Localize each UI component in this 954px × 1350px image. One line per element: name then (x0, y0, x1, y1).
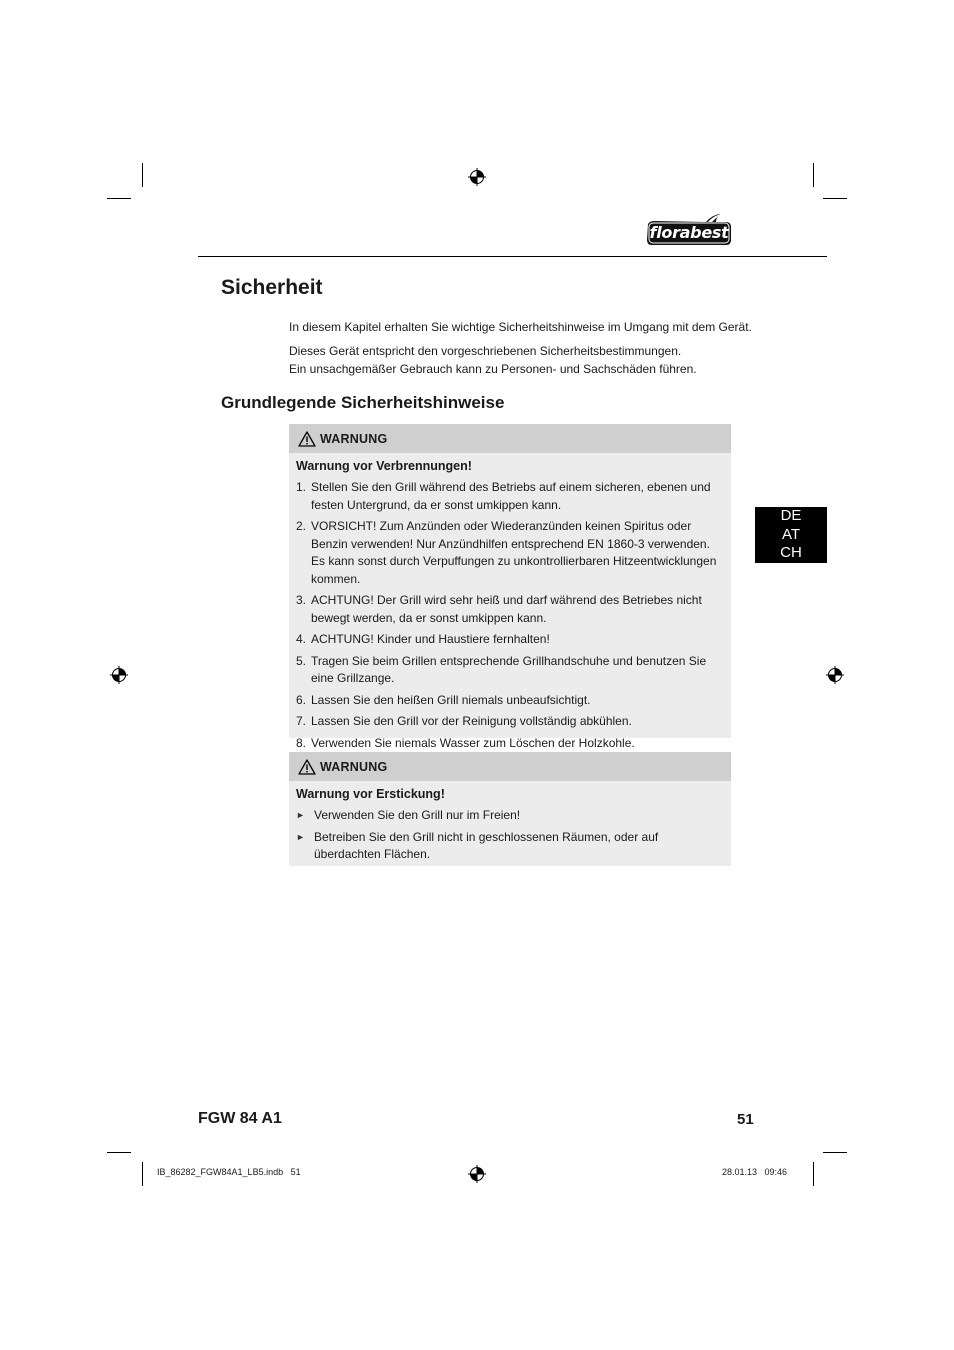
registration-mark-icon (826, 666, 844, 684)
warning-box-burns (289, 424, 731, 750)
list-item: 7. Lassen Sie den Grill vor der Reinigung vollständig abkühlen. (296, 714, 632, 728)
registration-mark-icon (468, 168, 486, 186)
footer-model: FGW 84 A1 (198, 1110, 282, 1127)
list-item: 8. Verwenden Sie niemals Wasser zum Löschen der Holzkohle. (296, 735, 635, 750)
print-slug-date: 28.01.13 09:46 (722, 1167, 788, 1177)
language-code: CH (780, 544, 802, 561)
warning-header (289, 424, 731, 453)
language-code: DE (780, 507, 802, 524)
crop-mark (823, 198, 847, 199)
crop-mark (813, 1162, 814, 1186)
language-tab (755, 507, 827, 563)
warning-box-suffocation (289, 752, 731, 866)
list-item: ► Betreiben Sie den Grill nicht in geschlossenen Räumen, oder auf überdachten Flächen. (296, 829, 659, 861)
crop-mark (813, 163, 814, 187)
warning-subtitle: Warnung vor Erstickung! (296, 787, 445, 801)
registration-mark-icon (468, 1165, 486, 1183)
warning-header (289, 752, 731, 781)
list-item: 2. VORSICHT! Zum Anzünden oder Wiederanzünden keinen Spiritus oder Benzin verwenden! Nur Anzündhilfen entsprechend EN 1860-3 verwenden. Es kann sonst durch Verpuffungen zu unkontrollierbaren Hitzeentwicklungen kommen. (296, 519, 717, 586)
list-item: 4. ACHTUNG! Kinder und Haustiere fernhalten! (296, 632, 550, 646)
crop-mark (142, 163, 143, 187)
list-item: 5. Tragen Sie beim Grillen entsprechende Grillhandschuhe und benutzen Sie eine Grillzange. (296, 653, 707, 685)
intro-paragraph-line: Dieses Gerät entspricht den vorgeschriebenen Sicherheitsbestimmungen. (289, 344, 682, 358)
warning-bullet-list (296, 807, 722, 864)
arrow-right-icon: ► (296, 831, 305, 842)
crop-mark (107, 1152, 131, 1153)
intro-paragraph: In diesem Kapitel erhalten Sie wichtige Sicherheitshinweise im Umgang mit dem Gerät. (289, 320, 752, 334)
crop-mark (142, 1162, 143, 1186)
brand-logo (646, 214, 732, 246)
crop-mark (107, 198, 131, 199)
language-code: AT (781, 525, 801, 543)
warning-list (296, 479, 722, 752)
warning-label: WARNUNG (320, 432, 388, 446)
print-slug-file: IB_86282_FGW84A1_LB5.indb 51 (157, 1167, 301, 1177)
list-item: 3. ACHTUNG! Der Grill wird sehr heiß und darf während des Betriebes nicht bewegt werden, da er sonst umkippen kann. (296, 593, 702, 625)
crop-mark (823, 1152, 847, 1153)
warning-triangle-icon (298, 431, 316, 447)
brand-logo-text: florabest (649, 223, 729, 242)
page-number: 51 (737, 1111, 754, 1128)
section-title: Grundlegende Sicherheitshinweise (221, 393, 505, 412)
header-divider (198, 256, 827, 257)
list-item: ► Verwenden Sie den Grill nur im Freien! (296, 807, 722, 825)
page-title: Sicherheit (221, 276, 323, 299)
list-item: 1. Stellen Sie den Grill während des Betriebs auf einem sicheren, ebenen und festen Untergrund, da er sonst umkippen kann. (296, 480, 711, 512)
warning-label: WARNUNG (320, 760, 388, 774)
list-item: 6. Lassen Sie den heißen Grill niemals unbeaufsichtigt. (296, 692, 591, 707)
warning-triangle-icon (298, 759, 316, 775)
arrow-right-icon: ► (296, 810, 305, 820)
registration-mark-icon (110, 666, 128, 684)
warning-subtitle: Warnung vor Verbrennungen! (296, 459, 472, 473)
intro-paragraph-line: Ein unsachgemäßer Gebrauch kann zu Personen- und Sachschäden führen. (289, 362, 697, 376)
